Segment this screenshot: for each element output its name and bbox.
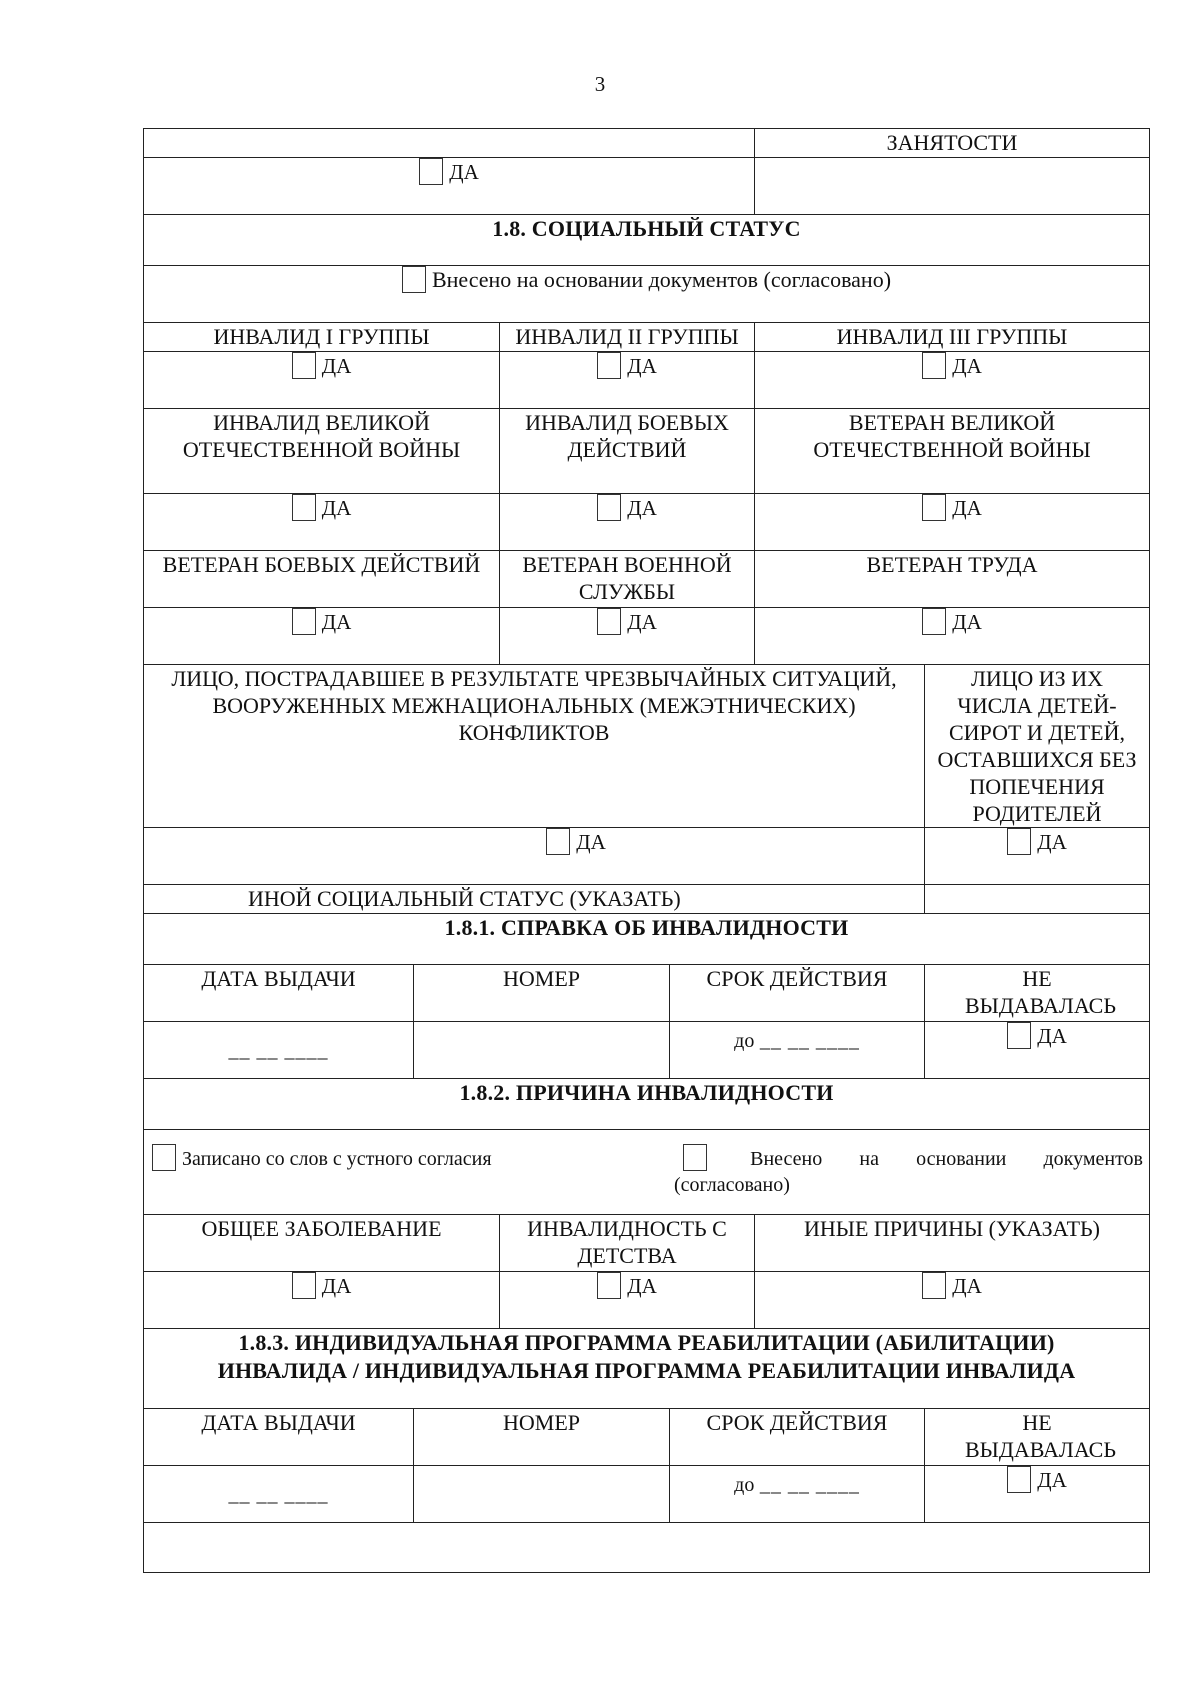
category-checkbox[interactable]	[1007, 828, 1031, 855]
category-yes-cell	[144, 608, 500, 665]
category-label: ИНВАЛИД III ГРУППЫ	[755, 323, 1150, 352]
category-checkbox[interactable]	[922, 494, 946, 521]
category-checkbox[interactable]	[292, 608, 316, 635]
column-header: НЕ ВЫДАВАЛАСЬ	[925, 965, 1150, 1022]
disability-reason-title: 1.8.2. ПРИЧИНА ИНВАЛИДНОСТИ	[144, 1079, 1150, 1130]
column-header: НОМЕР	[414, 1409, 670, 1466]
category-label: ВЕТЕРАН БОЕВЫХ ДЕЙСТВИЙ	[144, 551, 500, 608]
documents-basis-note: Внесено на основании документов	[750, 1148, 1143, 1170]
documents-basis-option	[683, 1144, 1143, 1173]
category-label: ВЕТЕРАН ТРУДА	[755, 551, 1150, 608]
social-status-basis-checkbox[interactable]	[402, 266, 426, 293]
category-checkbox[interactable]	[546, 828, 570, 855]
validity-field[interactable]	[670, 1022, 925, 1079]
category-label: ВЕТЕРАН ВОЕННОЙ СЛУЖБЫ	[500, 551, 755, 608]
date-blank: __ __ ____	[228, 1039, 329, 1062]
other-status-value[interactable]	[925, 885, 1150, 914]
category-checkbox[interactable]	[292, 352, 316, 379]
category-label: ИНВАЛИД ВЕЛИКОЙ ОТЕЧЕСТВЕННОЙ ВОЙНЫ	[144, 409, 500, 494]
category-label: ИНВАЛИД БОЕВЫХ ДЕЙСТВИЙ	[500, 409, 755, 494]
date-blank: __ __ ____	[228, 1483, 329, 1506]
social-status-basis-note: Внесено на основании документов (согласовано)	[431, 267, 892, 292]
yes-label: ДА	[952, 610, 982, 634]
yes-label: ДА	[1037, 1024, 1067, 1048]
yes-label: ДА	[321, 610, 352, 634]
prev-section-empty-cell	[144, 129, 755, 158]
reason-checkbox[interactable]	[922, 1272, 946, 1299]
category-yes-cell	[144, 494, 500, 551]
not-issued-checkbox[interactable]	[1007, 1022, 1031, 1049]
disability-certificate-title: 1.8.1. СПРАВКА ОБ ИНВАЛИДНОСТИ	[144, 914, 1150, 965]
validity-field[interactable]	[670, 1466, 925, 1523]
employment-value-cell	[755, 158, 1150, 215]
column-header: СРОК ДЕЙСТВИЯ	[670, 965, 925, 1022]
category-checkbox[interactable]	[292, 494, 316, 521]
other-status-label: ИНОЙ СОЦИАЛЬНЫЙ СТАТУС (УКАЗАТЬ)	[144, 885, 925, 914]
yes-label: ДА	[321, 1274, 352, 1298]
reason-checkbox[interactable]	[292, 1272, 316, 1299]
verbal-consent-note: Записано со слов с устного согласия	[182, 1148, 492, 1170]
category-checkbox[interactable]	[597, 494, 621, 521]
not-issued-cell	[925, 1022, 1150, 1079]
category-checkbox[interactable]	[597, 352, 621, 379]
employment-header: ЗАНЯТОСТИ	[755, 129, 1150, 158]
category-label: ЛИЦО ИЗ ИХ ЧИСЛА ДЕТЕЙ-СИРОТ И ДЕТЕЙ, ОСТАВШИХСЯ БЕЗ ПОПЕЧЕНИЯ РОДИТЕЛЕЙ	[925, 665, 1150, 828]
not-issued-cell	[925, 1466, 1150, 1523]
social-status-basis-row	[144, 266, 1150, 323]
verbal-consent-option	[152, 1144, 492, 1173]
category-yes-cell	[144, 828, 925, 885]
number-field[interactable]	[414, 1022, 670, 1079]
category-yes-cell	[755, 494, 1150, 551]
category-label: ВЕТЕРАН ВЕЛИКОЙ ОТЕЧЕСТВЕННОЙ ВОЙНЫ	[755, 409, 1150, 494]
reason-yes-cell	[755, 1272, 1150, 1329]
social-status-title: 1.8. СОЦИАЛЬНЫЙ СТАТУС	[144, 215, 1150, 266]
reason-yes-cell	[144, 1272, 500, 1329]
disability-reason-basis-row	[144, 1130, 1150, 1215]
rehab-program-title	[144, 1329, 1150, 1409]
page-number: 3	[594, 72, 606, 96]
reason-label: ИНЫЕ ПРИЧИНЫ (УКАЗАТЬ)	[755, 1215, 1150, 1272]
column-header: ДАТА ВЫДАЧИ	[144, 965, 414, 1022]
category-checkbox[interactable]	[922, 608, 946, 635]
category-yes-cell	[500, 352, 755, 409]
category-yes-cell	[755, 608, 1150, 665]
yes-label: ДА	[952, 1274, 982, 1298]
category-label: ЛИЦО, ПОСТРАДАВШЕЕ В РЕЗУЛЬТАТЕ ЧРЕЗВЫЧАЙНЫХ СИТУАЦИЙ, ВООРУЖЕННЫХ МЕЖНАЦИОНАЛЬНЫХ (МЕЖЭТНИЧЕСКИХ) КОНФЛИКТОВ	[144, 665, 925, 828]
reason-label: ИНВАЛИДНОСТЬ С ДЕТСТВА	[500, 1215, 755, 1272]
yes-label: ДА	[627, 610, 657, 634]
not-issued-checkbox[interactable]	[1007, 1466, 1031, 1493]
verbal-consent-checkbox[interactable]	[152, 1144, 176, 1171]
documents-basis-note-cont: (согласовано)	[674, 1174, 790, 1196]
column-header: НОМЕР	[414, 965, 670, 1022]
until-label: до	[734, 1030, 755, 1052]
yes-label: ДА	[321, 496, 352, 520]
column-header: СРОК ДЕЙСТВИЯ	[670, 1409, 925, 1466]
category-checkbox[interactable]	[922, 352, 946, 379]
column-header: ДАТА ВЫДАЧИ	[144, 1409, 414, 1466]
yes-label: ДА	[1037, 830, 1067, 854]
category-yes-cell	[755, 352, 1150, 409]
issue-date-field[interactable]	[144, 1022, 414, 1079]
yes-label: ДА	[576, 830, 606, 854]
reason-label: ОБЩЕЕ ЗАБОЛЕВАНИЕ	[144, 1215, 500, 1272]
until-blank: __ __ ____	[759, 1030, 860, 1052]
yes-label: ДА	[952, 496, 982, 520]
category-checkbox[interactable]	[597, 608, 621, 635]
social-status-form	[143, 128, 1150, 1573]
category-yes-cell	[500, 608, 755, 665]
reason-yes-cell	[500, 1272, 755, 1329]
employment-yes-checkbox[interactable]	[419, 158, 443, 185]
yes-label: ДА	[627, 354, 657, 378]
yes-label: ДА	[952, 354, 982, 378]
rehab-program-title-line2: ИНВАЛИДА / ИНДИВИДУАЛЬНАЯ ПРОГРАММА РЕАБИЛИТАЦИИ ИНВАЛИДА	[217, 1358, 1076, 1383]
issue-date-field[interactable]	[144, 1466, 414, 1523]
yes-label: ДА	[627, 496, 657, 520]
number-field[interactable]	[414, 1466, 670, 1523]
category-label: ИНВАЛИД II ГРУППЫ	[500, 323, 755, 352]
until-blank: __ __ ____	[759, 1474, 860, 1496]
yes-label: ДА	[321, 354, 352, 378]
documents-basis-checkbox[interactable]	[683, 1144, 707, 1171]
yes-label: ДА	[627, 1274, 657, 1298]
column-header: НЕ ВЫДАВАЛАСЬ	[925, 1409, 1150, 1466]
reason-checkbox[interactable]	[597, 1272, 621, 1299]
rehab-program-empty-row[interactable]	[144, 1523, 1150, 1573]
until-label: до	[734, 1474, 755, 1496]
category-label: ИНВАЛИД I ГРУППЫ	[144, 323, 500, 352]
yes-label: ДА	[1037, 1468, 1067, 1492]
yes-label: ДА	[449, 160, 479, 184]
category-yes-cell	[500, 494, 755, 551]
category-yes-cell	[144, 352, 500, 409]
category-yes-cell	[925, 828, 1150, 885]
rehab-program-title-line1: 1.8.3. ИНДИВИДУАЛЬНАЯ ПРОГРАММА РЕАБИЛИТАЦИИ (АБИЛИТАЦИИ)	[238, 1330, 1055, 1355]
employment-yes-cell	[144, 158, 755, 215]
